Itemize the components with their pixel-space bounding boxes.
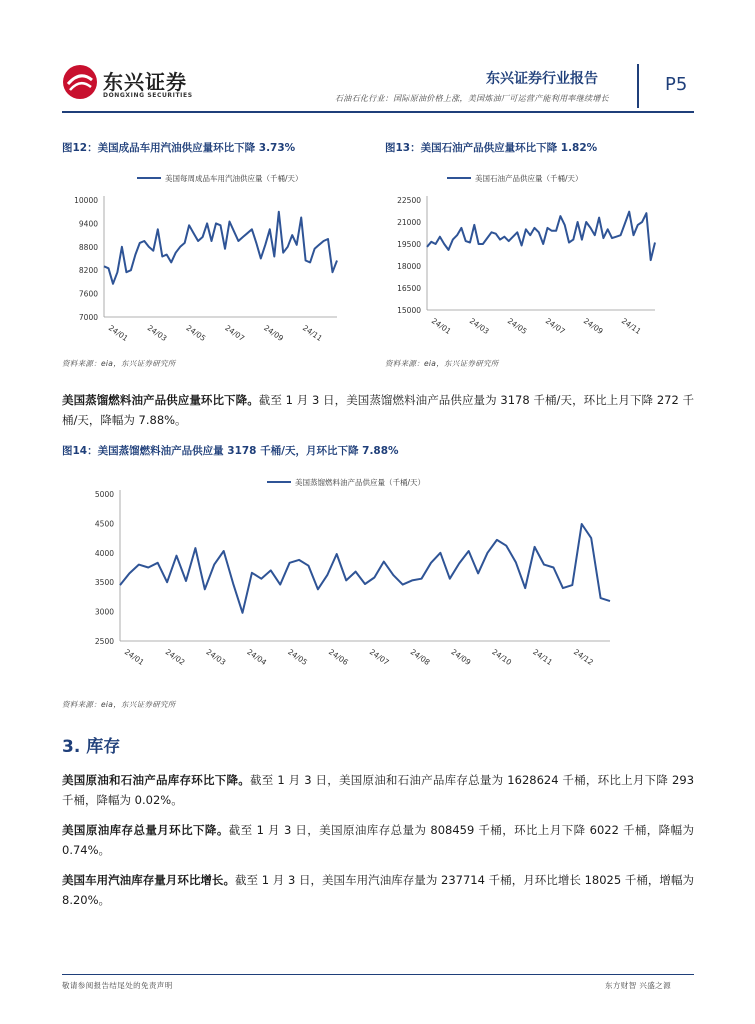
x-tick-label: 24/05 (184, 323, 208, 344)
y-tick-label: 19500 (397, 240, 421, 249)
y-tick-label: 8800 (78, 242, 98, 252)
legend-label: 美国蒸馏燃料油产品供应量（千桶/天） (295, 478, 426, 487)
report-subtitle: 石油石化行业：国际原油价格上涨，美国炼油厂可运营产能利用率继续增长 (335, 94, 609, 103)
report-title: 东兴证券行业报告 (486, 71, 598, 87)
footer-rule (62, 974, 694, 975)
x-tick-label: 24/10 (490, 647, 514, 668)
y-tick-label: 3500 (94, 578, 114, 588)
y-tick-label: 5000 (94, 490, 114, 499)
x-tick-label: 24/11 (301, 323, 324, 344)
x-tick-label: 24/11 (619, 316, 643, 337)
y-tick-label: 4500 (94, 519, 114, 529)
x-tick-label: 24/02 (163, 647, 187, 668)
y-tick-label: 2500 (94, 637, 114, 646)
figure-12-title: 图12：美国成品车用汽油供应量环比下降 3.73% (62, 142, 296, 154)
paragraph-lead: 美国原油和石油产品库存环比下降。 (62, 773, 250, 787)
y-tick-label: 21000 (397, 218, 421, 227)
y-tick-label: 15000 (397, 306, 421, 315)
paragraph-lead: 美国车用汽油库存量月环比增长。 (62, 873, 235, 887)
figure-14-title: 图14：美国蒸馏燃料油产品供应量 3178 千桶/天，月环比下降 7.88% (62, 445, 399, 457)
x-tick-label: 24/09 (262, 323, 286, 344)
y-tick-label: 22500 (397, 196, 421, 205)
footer-slogan: 东方财智 兴盛之源 (605, 981, 671, 990)
header-divider (637, 64, 639, 108)
y-tick-label: 18000 (397, 262, 421, 271)
logo-text-cn: 东兴证券 (103, 70, 187, 94)
x-tick-label: 24/08 (408, 647, 432, 668)
logo-icon (62, 64, 98, 100)
paragraph-body: 截至 1 月 3 日，美国蒸馏燃料油产品供应量为 3178 千桶/天，环比上月下降 272 千桶/天，降幅为 7.88%。 (62, 393, 695, 427)
series-line (104, 212, 337, 284)
x-tick-label: 24/04 (245, 647, 269, 668)
section-title: 3. 库存 (62, 737, 121, 757)
series-line (427, 212, 655, 260)
x-tick-label: 24/05 (505, 316, 529, 337)
paragraph-body: 截至 1 月 3 日，美国车用汽油库存量为 237714 千桶，月环比增长 18025 千桶，增幅为 8.20%。 (62, 873, 694, 907)
x-tick-label: 24/07 (223, 323, 247, 344)
page-number: P5 (665, 74, 688, 95)
x-tick-label: 24/12 (572, 647, 595, 668)
figure-13-chart (385, 162, 675, 352)
x-tick-label: 24/01 (429, 316, 453, 337)
y-tick-label: 7600 (78, 289, 98, 299)
paragraph-lead: 美国原油库存总量月环比下降。 (62, 823, 229, 837)
x-tick-label: 24/01 (106, 323, 130, 344)
paragraph-lead: 美国蒸馏燃料油产品供应量环比下降。 (62, 393, 259, 407)
legend-label: 美国石油产品供应量（千桶/天） (475, 174, 583, 183)
x-tick-label: 24/03 (467, 316, 491, 337)
y-tick-label: 4000 (94, 548, 114, 558)
x-tick-label: 24/05 (286, 647, 310, 668)
paragraph-total-inventory (62, 770, 694, 810)
y-tick-label: 8200 (78, 266, 98, 276)
x-tick-label: 24/09 (449, 647, 473, 668)
x-tick-label: 24/07 (543, 316, 567, 337)
series-line (120, 524, 610, 613)
legend-label: 美国每周成品车用汽油供应量（千桶/天） (165, 174, 303, 183)
logo-text-en: DONGXING SECURITIES (103, 92, 193, 99)
header-rule (62, 111, 694, 113)
figure-13-title: 图13：美国石油产品供应量环比下降 1.82% (385, 142, 598, 154)
x-tick-label: 24/11 (531, 647, 555, 668)
paragraph-crude-inventory (62, 820, 694, 860)
figure-13-source: 资料来源：eia，东兴证券研究所 (385, 359, 499, 368)
figure-14-chart (62, 466, 622, 682)
x-tick-label: 24/01 (122, 647, 146, 668)
figure-12-chart (62, 162, 347, 352)
x-tick-label: 24/03 (204, 647, 228, 668)
paragraph-gasoline-inventory (62, 870, 694, 910)
y-tick-label: 7000 (78, 313, 98, 322)
x-tick-label: 24/07 (367, 647, 391, 668)
x-tick-label: 24/03 (145, 323, 169, 344)
paragraph-body: 截至 1 月 3 日，美国原油库存总量为 808459 千桶，环比上月下降 6022 千桶，降幅为 0.74%。 (62, 823, 695, 857)
paragraph-body: 截至 1 月 3 日，美国原油和石油产品库存总量为 1628624 千桶，环比上月下降 293 千桶，降幅为 0.02%。 (62, 773, 695, 807)
y-tick-label: 16500 (397, 284, 421, 293)
paragraph-distillate (62, 390, 694, 430)
x-tick-label: 24/06 (327, 647, 350, 668)
footer-disclaimer: 敬请参阅报告结尾处的免责声明 (62, 981, 173, 990)
figure-14-source: 资料来源：eia，东兴证券研究所 (62, 700, 176, 709)
y-tick-label: 3000 (94, 607, 114, 617)
figure-12-source: 资料来源：eia，东兴证券研究所 (62, 359, 176, 368)
x-tick-label: 24/09 (581, 316, 605, 337)
y-tick-label: 10000 (74, 196, 98, 205)
y-tick-label: 9400 (78, 219, 98, 229)
